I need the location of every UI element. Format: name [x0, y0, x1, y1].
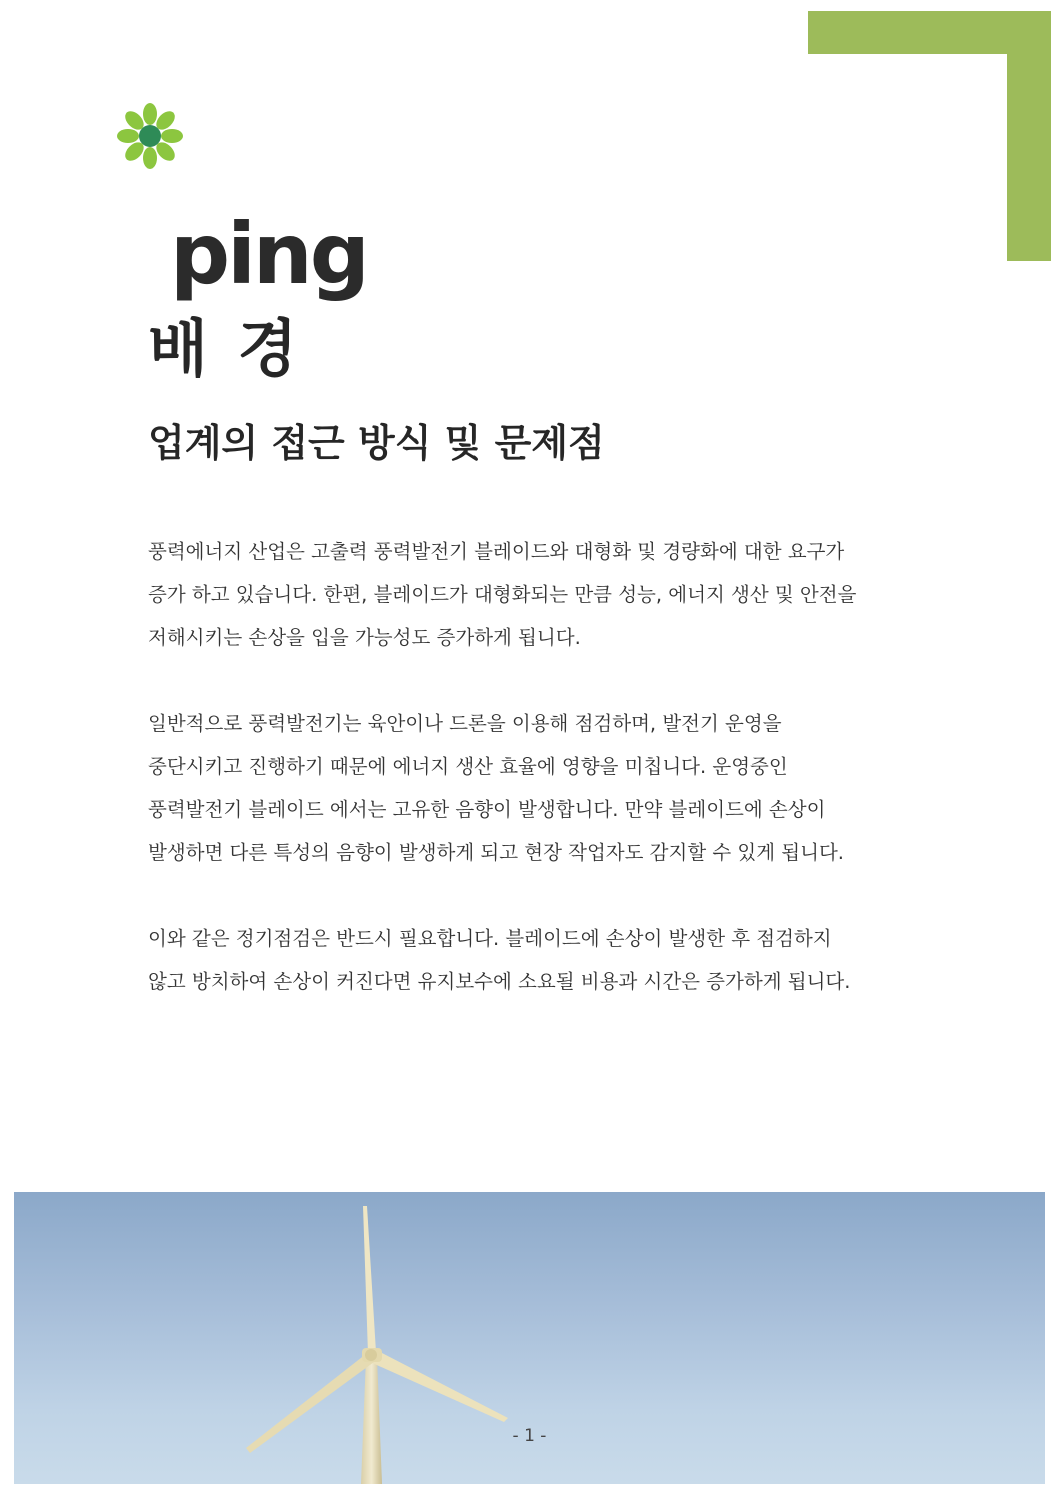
text-line: 풍력에너지 산업은 고출력 풍력발전기 블레이드와 대형화 및 경량화에 대한 요구가: [148, 540, 845, 563]
text-line: 이와 같은 정기점검은 반드시 필요합니다. 블레이드에 손상이 발생한 후 점검하지: [148, 927, 832, 950]
text-line: 중단시키고 진행하기 때문에 에너지 생산 효율에 영향을 미칩니다. 운영중인: [148, 755, 788, 778]
corner-bracket-decoration: [808, 11, 1051, 261]
text-line: 증가 하고 있습니다. 한편, 블레이드가 대형화되는 만큼 성능, 에너지 생산 및 안전을: [148, 583, 857, 606]
ping-logo: [115, 100, 367, 303]
page-subtitle: 업계의 접근 방식 및 문제점: [148, 421, 605, 465]
page-number: - 1 -: [512, 1426, 547, 1446]
text-line: 저해시키는 손상을 입을 가능성도 증가하게 됩니다.: [148, 626, 581, 649]
flower-logo-icon: [115, 100, 185, 172]
paragraph: [148, 530, 948, 659]
text-line: 일반적으로 풍력발전기는 육안이나 드론을 이용해 점검하며, 발전기 운영을: [148, 712, 782, 735]
paragraph: [148, 917, 948, 1003]
text-line: 발생하면 다른 특성의 음향이 발생하게 되고 현장 작업자도 감지할 수 있게 됩니다.: [148, 841, 845, 864]
text-line: 않고 방치하여 손상이 커진다면 유지보수에 소요될 비용과 시간은 증가하게 됩니다.: [148, 970, 851, 993]
logo-wordmark: ping: [170, 205, 367, 303]
paragraph: [148, 702, 948, 874]
text-line: 풍력발전기 블레이드 에서는 고유한 음향이 발생합니다. 만약 블레이드에 손상이: [148, 798, 826, 821]
page-title: 배 경: [148, 312, 302, 385]
body-text: [148, 530, 948, 1046]
